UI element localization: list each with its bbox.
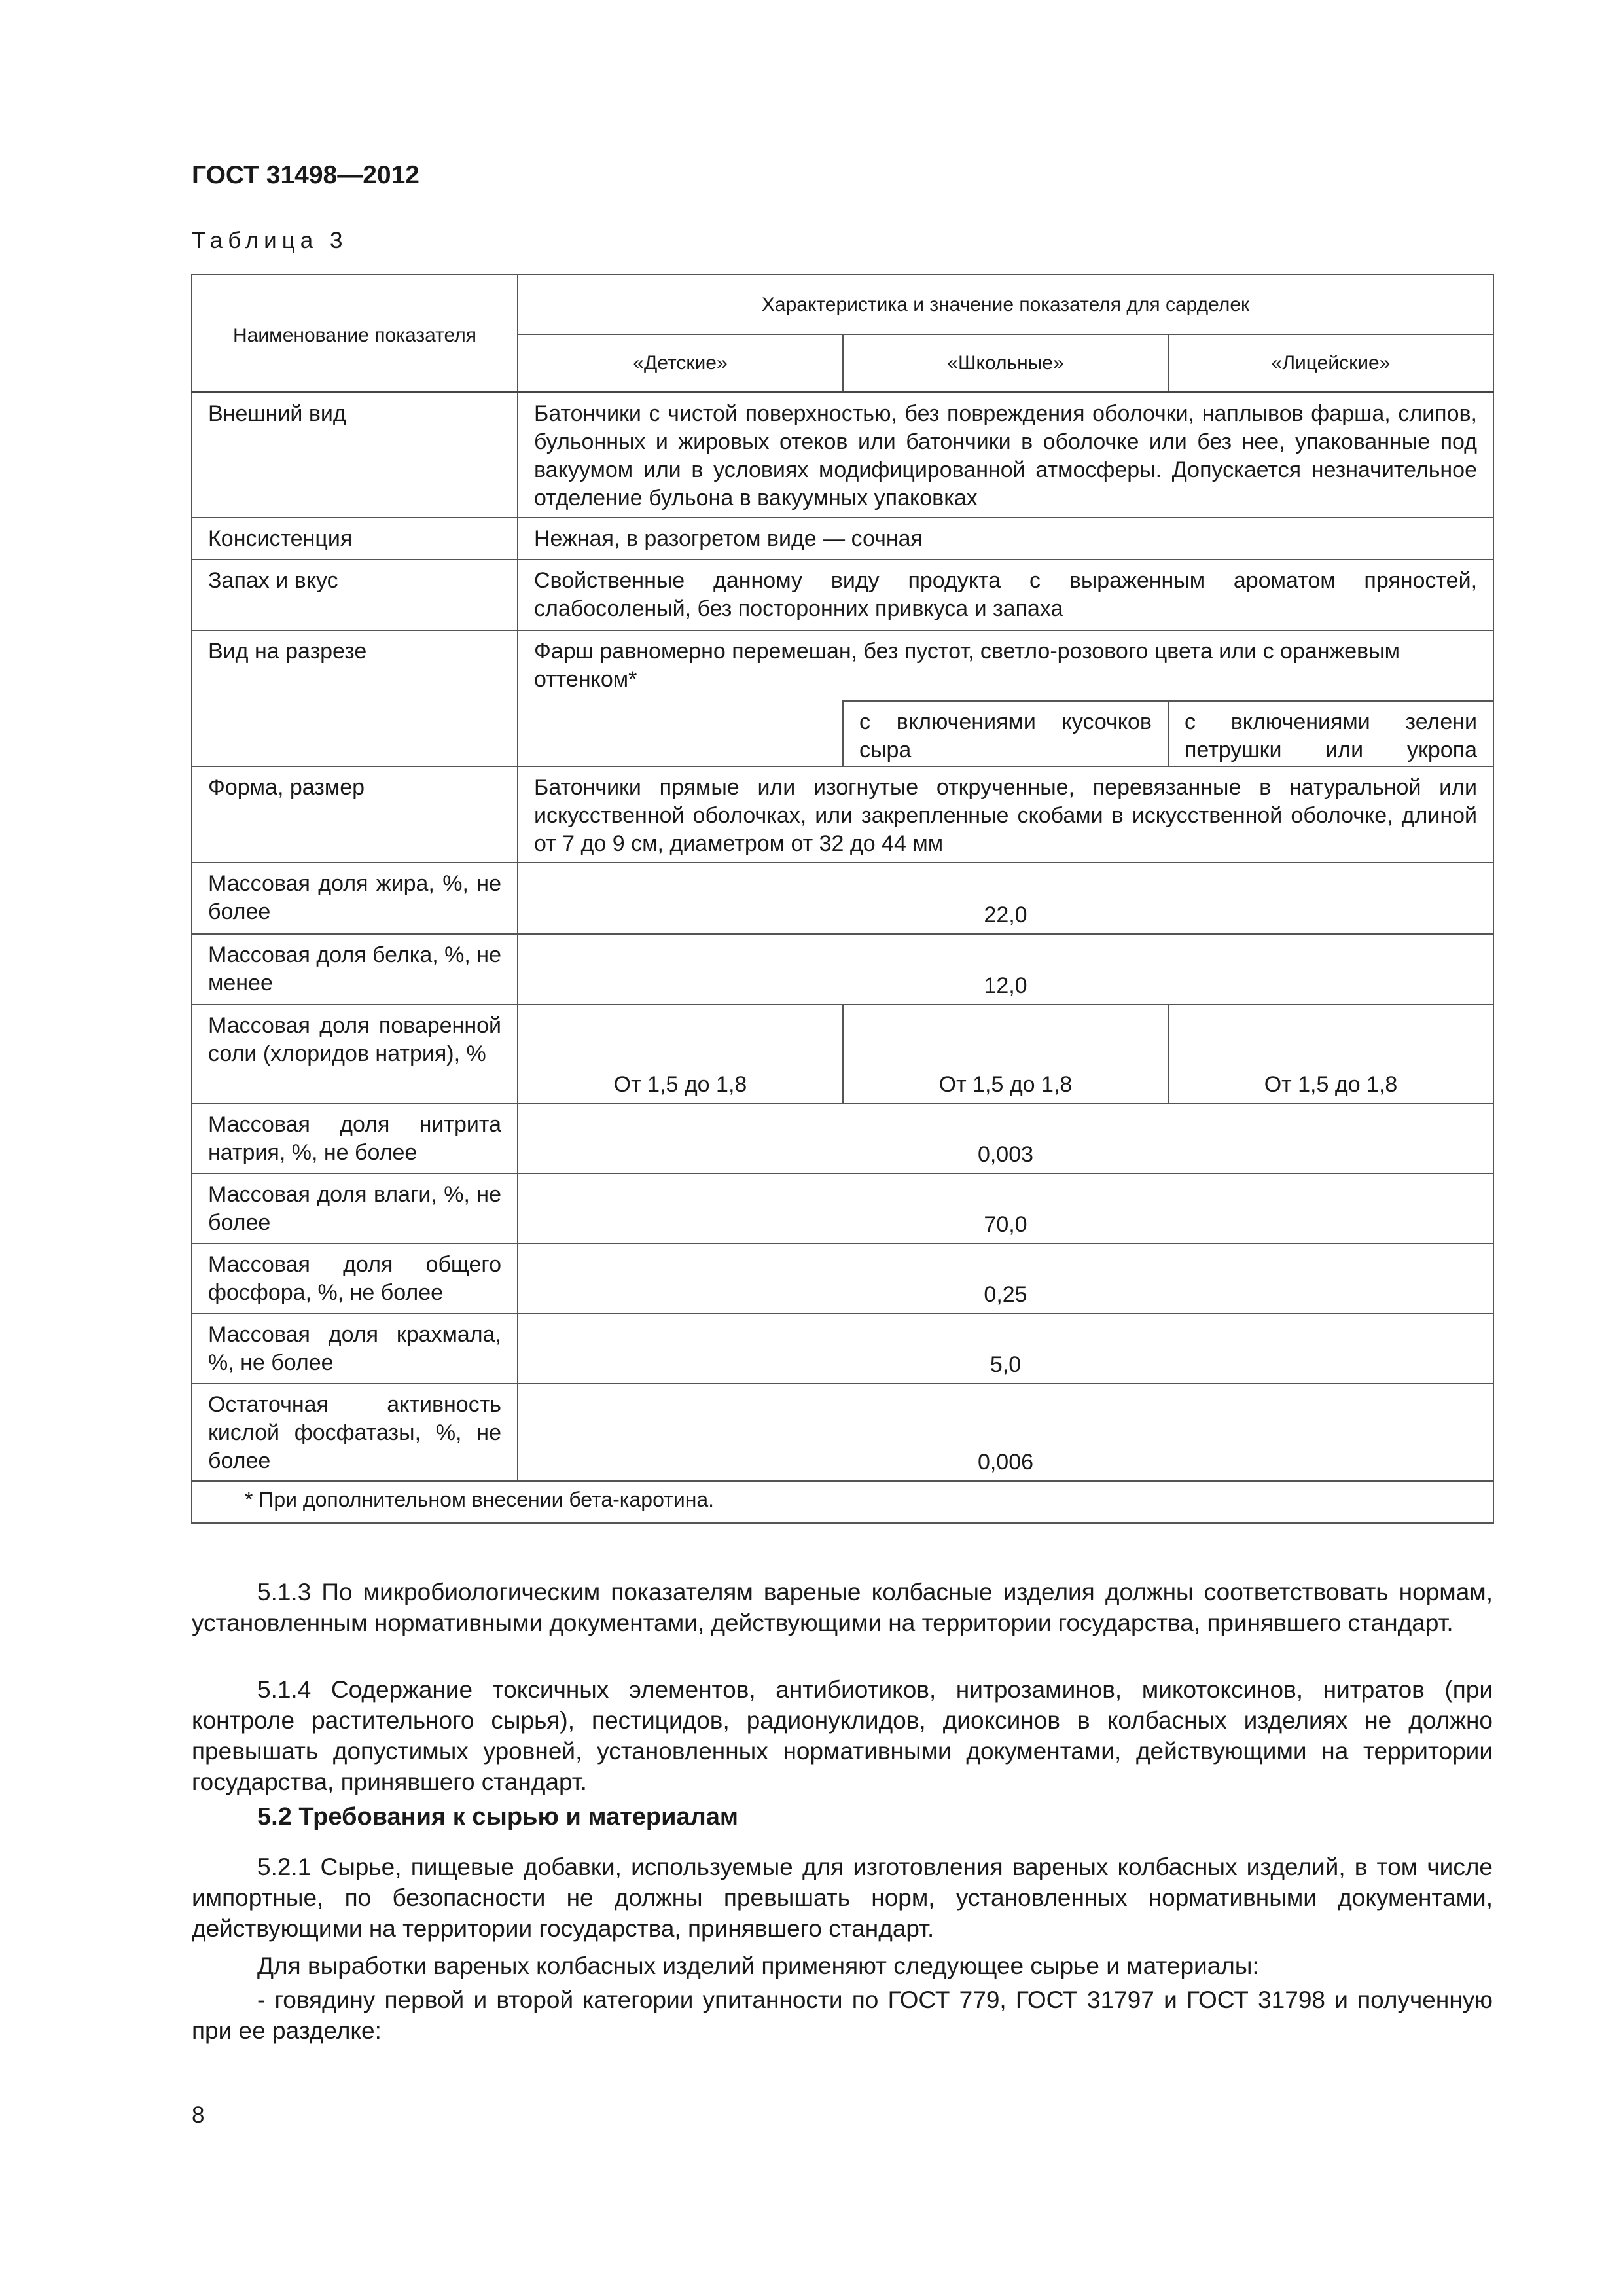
row-value-moisture: 70,0 [518, 1174, 1493, 1244]
row-name-moisture: Массовая доля влаги, %, не более [192, 1174, 518, 1244]
table-row [192, 560, 1493, 630]
table-row [192, 1103, 1493, 1174]
row-value-fat: 22,0 [518, 863, 1493, 934]
table-row [192, 630, 1493, 701]
table-row [192, 766, 1493, 863]
table-row [192, 392, 1493, 518]
row-name-cut: Вид на разрезе [192, 630, 518, 766]
list-item-beef: - говядину первой и второй категории упитанности по ГОСТ 779, ГОСТ 31797 и ГОСТ 31798 и полученную при ее разделке: [192, 1986, 1493, 2044]
row-value-salt-shkolnye: От 1,5 до 1,8 [843, 1005, 1168, 1103]
row-value-cut-liceyskie: с включениями зелени петрушки или укропа [1168, 701, 1493, 766]
table-row [192, 934, 1493, 1005]
row-value-phosphatase: 0,006 [518, 1384, 1493, 1481]
row-name-starch: Массовая доля крахмала, %, не более [192, 1314, 518, 1384]
row-value-cut-shkolnye: с включениями кусочков сыра [843, 701, 1168, 766]
paragraph-5-1-4: 5.1.4 Содержание токсичных элементов, антибиотиков, нитрозаминов, микотоксинов, нитратов (при контроле растительного сырья), пестицидов, радионуклидов, диоксинов в колбасных изделиях не должно превышать допустимых уровней, установленных нормативными документами, действующими на территории государства, принявшего стандарт. [192, 1676, 1493, 1795]
paragraph-materials-intro: Для выработки вареных колбасных изделий применяют следующее сырье и материалы: [257, 1952, 1259, 1979]
row-name-phosphatase: Остаточная активность кислой фосфатазы, %, не более [192, 1384, 518, 1481]
column-header-group: Характеристика и значение показателя для сарделек [518, 274, 1493, 334]
row-value-nitrite: 0,003 [518, 1103, 1493, 1174]
column-header-name: Наименование показателя [192, 274, 518, 392]
document-header: ГОСТ 31498—2012 [192, 161, 419, 189]
paragraph-5-1-3: 5.1.3 По микробиологическим показателям вареные колбасные изделия должны соответствовать нормам, установленным нормативными документами, действующими на территории государства, принявшего стандарт. [192, 1579, 1493, 1636]
table-row [192, 863, 1493, 934]
row-name-consistency: Консистенция [192, 518, 518, 560]
row-value-cut: Фарш равномерно перемешан, без пустот, светло-розового цвета или с оранжевым оттенком* [518, 630, 1493, 701]
table-footnote: * При дополнительном внесении бета-каротина. [192, 1481, 1493, 1523]
table-row [192, 1384, 1493, 1481]
column-header-detskie: «Детские» [518, 334, 843, 392]
row-name-shape: Форма, размер [192, 766, 518, 863]
section-heading: 5.2 Требования к сырью и материалам [257, 1803, 738, 1831]
row-name-appearance: Внешний вид [192, 392, 518, 518]
table-row [192, 1174, 1493, 1244]
table-row [192, 1314, 1493, 1384]
row-name-protein: Массовая доля белка, %, не менее [192, 934, 518, 1005]
row-value-shape: Батончики прямые или изогнутые открученные, перевязанные в натуральной или искусственной оболочках, или закрепленные скобами в искусственной оболочке, длиной от 7 до 9 см, диаметром от 32 до 44 мм [518, 766, 1493, 863]
row-value-salt-liceyskie: От 1,5 до 1,8 [1168, 1005, 1493, 1103]
paragraph-5-2-1: 5.2.1 Сырье, пищевые добавки, используемые для изготовления вареных колбасных изделий, в том числе импортные, по безопасности не должны превышать норм, установленных нормативными документами, действующими на территории государства, принявшего стандарт. [192, 1854, 1493, 1942]
row-name-nitrite: Массовая доля нитрита натрия, %, не более [192, 1103, 518, 1174]
column-header-shkolnye: «Школьные» [843, 334, 1168, 392]
row-name-salt: Массовая доля поваренной соли (хлоридов натрия), % [192, 1005, 518, 1103]
row-name-smell: Запах и вкус [192, 560, 518, 630]
requirements-table [191, 274, 1494, 1524]
column-header-liceyskie: «Лицейские» [1168, 334, 1493, 392]
table-row [192, 518, 1493, 560]
table-row [192, 1005, 1493, 1103]
row-value-starch: 5,0 [518, 1314, 1493, 1384]
row-value-protein: 12,0 [518, 934, 1493, 1005]
row-value-salt-detskie: От 1,5 до 1,8 [518, 1005, 843, 1103]
table-row [192, 1244, 1493, 1314]
row-value-appearance: Батончики с чистой поверхностью, без повреждения оболочки, наплывов фарша, слипов, бульонных и жировых отеков или батончики в оболочке или без нее, упакованные под вакуумом или в условиях модифицированной атмосферы. Допускается незначительное отделение бульона в вакуумных упаковках [518, 392, 1493, 518]
row-name-fat: Массовая доля жира, %, не более [192, 863, 518, 934]
row-value-cut-detskie [518, 701, 843, 766]
row-name-phosphorus: Массовая доля общего фосфора, %, не более [192, 1244, 518, 1314]
row-value-phosphorus: 0,25 [518, 1244, 1493, 1314]
row-value-smell: Свойственные данному виду продукта с выраженным ароматом пряностей, слабосоленый, без посторонних привкуса и запаха [518, 560, 1493, 630]
page-number: 8 [192, 2102, 205, 2128]
table-caption: Таблица 3 [192, 228, 348, 253]
row-value-consistency: Нежная, в разогретом виде — сочная [518, 518, 1493, 560]
